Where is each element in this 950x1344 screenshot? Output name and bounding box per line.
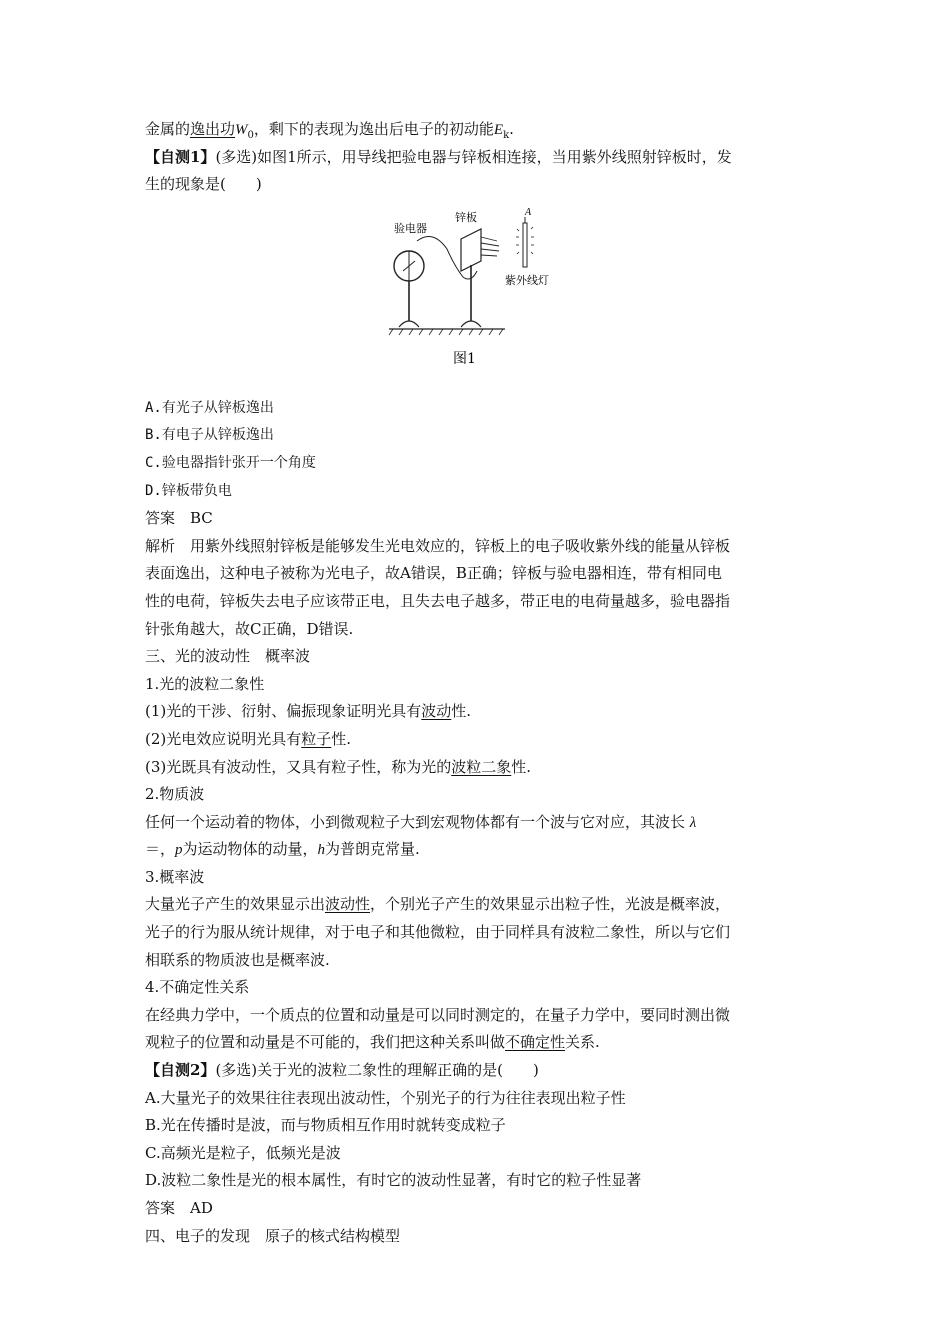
underlined-term: 粒子: [301, 729, 332, 748]
underlined-term: 不确定性: [505, 1033, 566, 1052]
section3-sub1-line2: [145, 726, 810, 754]
text: 为普朗克常量.: [325, 840, 420, 859]
text: ，剩下的表现为逸出后电子的初动能: [253, 120, 494, 138]
test-tag: 【自测1】: [145, 147, 216, 166]
zinc-plate: [461, 229, 499, 327]
ground: [389, 329, 505, 335]
section3-sub1-line3: [145, 754, 810, 782]
test1-option-b: B.有电子从锌板逸出: [145, 427, 274, 444]
text: 性.: [331, 729, 352, 748]
underlined-term: 波动性: [325, 895, 371, 914]
section3-sub4-line1: 在经典力学中，一个质点的位置和动量是可以同时测定的，在量子力学中，要同时测出微: [145, 1005, 731, 1024]
text: ，个别光子产生的效果显示出粒子性，光波是概率波，: [370, 895, 731, 914]
test2-stem: [145, 1057, 810, 1085]
text: 任何一个运动着的物体，小到微观粒子大到宏观物体都有一个波与它对应，其波长: [145, 812, 686, 831]
symbol: E: [493, 122, 504, 138]
electroscope-diagram: [385, 199, 565, 395]
electroscope: [394, 251, 424, 327]
intro-line: [145, 116, 810, 144]
text: (多选)如图1所示，用导线把验电器与锌板相连接，当用紫外线照射锌板时，发: [215, 147, 732, 166]
text: 观粒子的位置和动量是不可能的，我们把这种关系叫做: [145, 1033, 506, 1052]
symbol: p: [175, 842, 183, 859]
section3-title: 三、光的波动性 概率波: [145, 647, 311, 666]
text: 为运动物体的动量，: [182, 840, 318, 859]
test2-answer: 答案 AD: [145, 1199, 213, 1217]
section4-title: 四、电子的发现 原子的核式结构模型: [145, 1226, 401, 1245]
underlined-term: 波粒二象: [451, 757, 512, 776]
text: (1)光的干涉、衍射、偏振现象证明光具有: [145, 702, 422, 721]
test2-option-c: C.高频光是粒子，低频光是波: [145, 1143, 341, 1162]
text: 性.: [451, 702, 472, 721]
text: (多选)关于光的波粒二象性的理解正确的是( ): [215, 1061, 539, 1080]
label-electroscope: 验电器: [394, 221, 427, 235]
underlined-term: 逸出功: [190, 120, 236, 138]
label-a: A: [525, 206, 532, 218]
text: ＝，: [145, 840, 176, 859]
test2-option-b: B.光在传播时是波，而与物质相互作用时就转变成粒子: [145, 1116, 506, 1135]
test1-analysis-line1: 解析 用紫外线照射锌板是能够发生光电效应的，锌板上的电子吸收紫外线的能量从锌板: [145, 536, 731, 555]
figure-1: [145, 199, 810, 395]
connecting-wire: [417, 236, 477, 279]
test1-option-c: C.验电器指针张开一个角度: [145, 454, 316, 471]
test1-answer: 答案 BC: [145, 509, 213, 528]
text: 性.: [511, 757, 532, 776]
uv-lamp: [516, 217, 534, 267]
test1-option-a: A.有光子从锌板逸出: [145, 399, 274, 416]
label-zinc: 锌板: [455, 210, 477, 224]
section3-sub2-line1: [145, 809, 810, 837]
section3-sub1-title: 1.光的波粒二象性: [145, 674, 265, 693]
text: (2)光电效应说明光具有: [145, 729, 302, 748]
label-lamp: 紫外线灯: [505, 273, 549, 287]
section3-sub4-line2: [145, 1029, 810, 1057]
text: (3)光既具有波动性，又具有粒子性，称为光的: [145, 757, 452, 776]
section3-sub1-line1: [145, 698, 810, 726]
test1-stem-line1: [145, 144, 810, 172]
symbol: h: [317, 842, 326, 859]
text: .: [509, 120, 514, 138]
test1-analysis-line3: 性的电荷，锌板失去电子应该带正电，且失去电子越多，带正电的电荷量越多，验电器指: [145, 591, 731, 610]
test1-option-d: D.锌板带负电: [145, 482, 232, 499]
subscript: 0: [247, 130, 254, 141]
section3-sub2-line2: [145, 836, 810, 864]
section3-sub3-line3: 相联系的物质波也是概率波.: [145, 950, 330, 969]
symbol: λ: [689, 814, 697, 831]
test-tag: 【自测2】: [145, 1061, 216, 1080]
symbol: W: [235, 122, 248, 138]
text: 生的现象是( ): [145, 175, 262, 194]
test1-analysis-line4: 针张角越大，故C正确，D错误.: [145, 619, 354, 638]
text: 关系.: [565, 1033, 600, 1052]
figure-caption: 图1: [453, 350, 476, 367]
section3-sub4-title: 4.不确定性关系: [145, 978, 250, 997]
text: 大量光子产生的效果显示出: [145, 895, 326, 914]
subscript: k: [503, 130, 510, 141]
section3-sub3-title: 3.概率波: [145, 867, 205, 886]
test1-stem-line2: [145, 171, 810, 199]
test1-analysis-line2: 表面逸出，这种电子被称为光电子，故A错误，B正确；锌板与验电器相连，带有相同电: [145, 564, 722, 583]
section3-sub2-title: 2.物质波: [145, 785, 205, 804]
document-page: [145, 116, 810, 1250]
section3-sub3-line1: [145, 891, 810, 919]
underlined-term: 波动: [421, 702, 452, 721]
test2-option-a: A.大量光子的效果往往表现出波动性，个别光子的行为往往表现出粒子性: [145, 1088, 626, 1107]
section3-sub3-line2: 光子的行为服从统计规律，对于电子和其他微粒，由于同样具有波粒二象性，所以与它们: [145, 923, 731, 942]
test2-option-d: D.波粒二象性是光的根本属性，有时它的波动性显著，有时它的粒子性显著: [145, 1171, 642, 1190]
text: 金属的: [145, 120, 191, 138]
